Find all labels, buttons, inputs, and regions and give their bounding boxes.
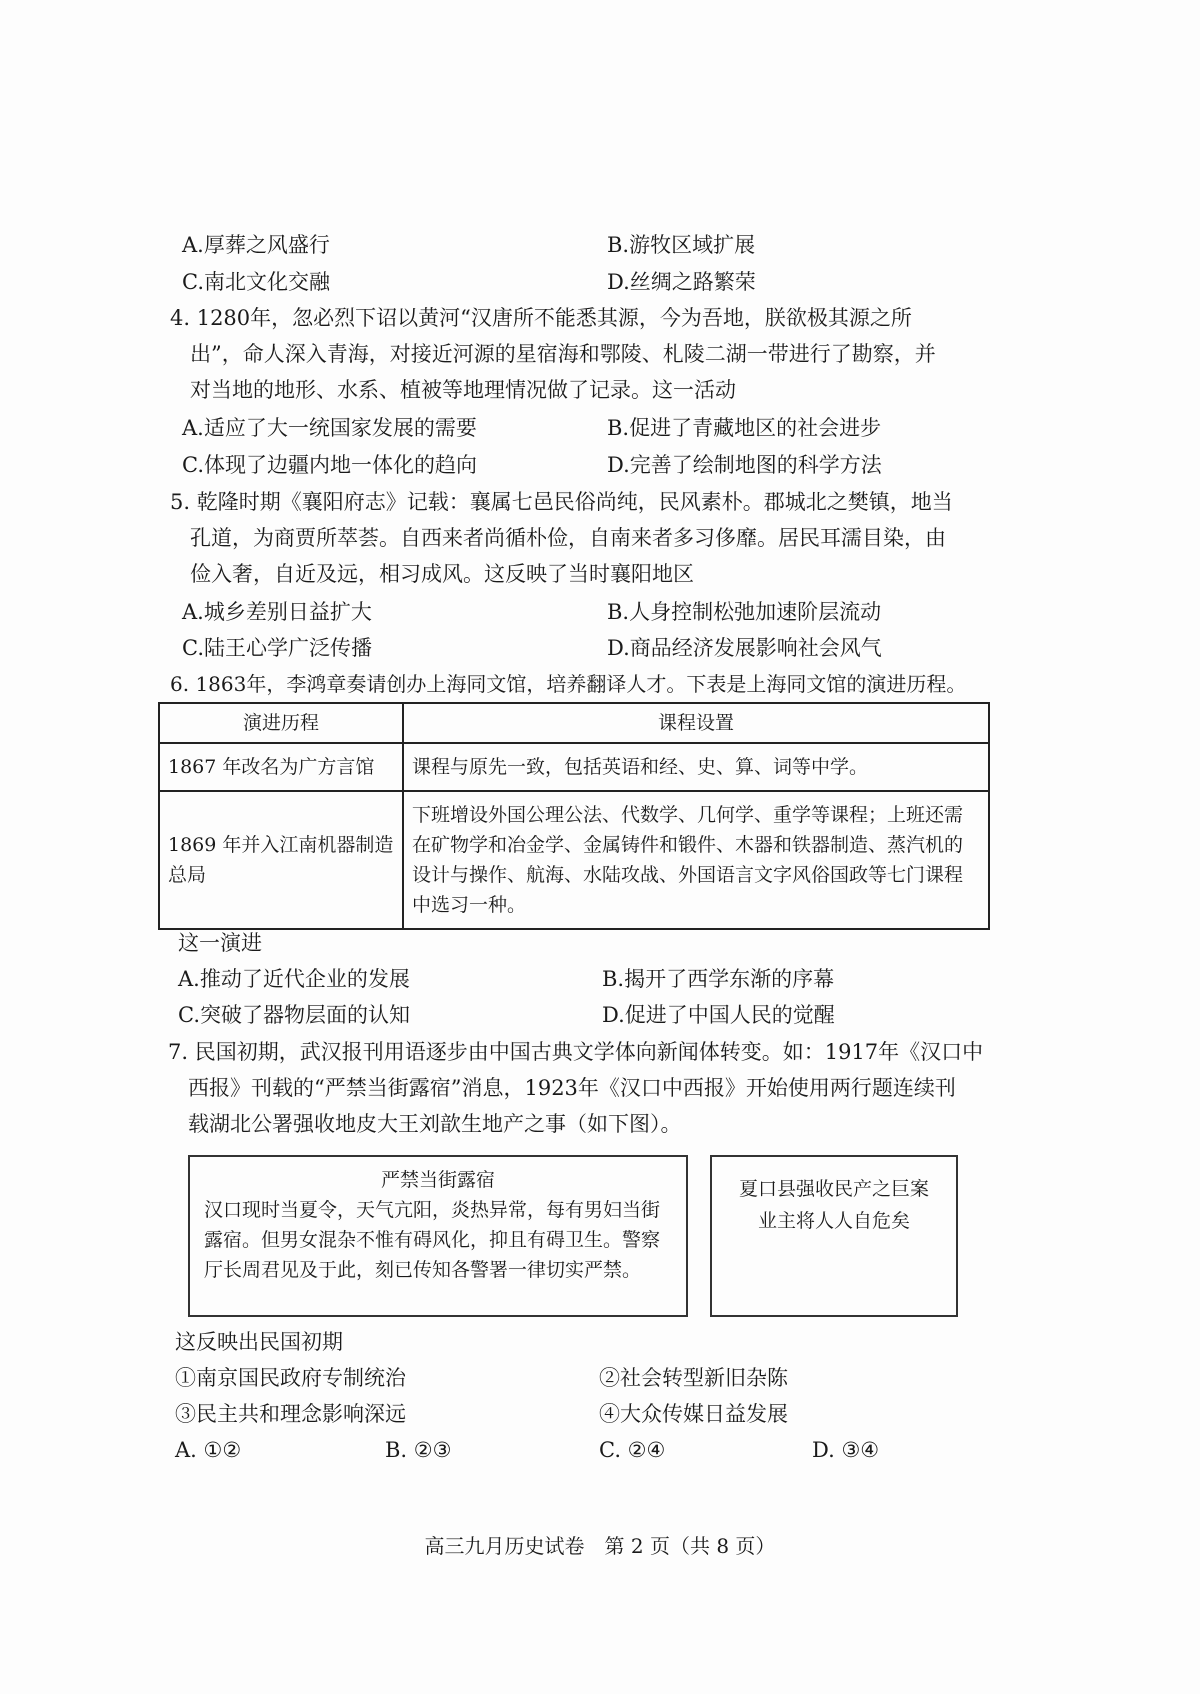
q7-option-c: C. ②④ [599,1438,666,1462]
news-clipping-body: 汉口现时当夏令，天气亢阳，炎热异常，每有男妇当街露宿。但男女混杂不惟有碍风化，抑且有碍卫生。警察厅长周君见及于此，刻已传知各警署一律切实严禁。 [204,1199,661,1281]
q3-option-d: D.丝绸之路繁荣 [607,270,756,294]
q3-option-a: A.厚葬之风盛行 [182,233,330,257]
q4-option-a: A.适应了大一统国家发展的需要 [182,416,477,440]
q7-option-b: B. ②③ [385,1438,452,1462]
table-cell-stage: 1869 年并入江南机器制造总局 [159,791,403,929]
news-clipping-1917 [188,1155,688,1317]
q7-item-1: ①南京国民政府专制统治 [175,1366,406,1390]
evolution-table [158,702,990,930]
q7-option-d: D. ③④ [812,1438,880,1462]
q7-option-a: A. ①② [175,1438,242,1462]
table-cell-stage: 1867 年改名为广方言馆 [159,743,403,791]
q4-option-b: B.促进了青藏地区的社会进步 [607,416,882,440]
q6-option-a: A.推动了近代企业的发展 [178,967,410,991]
table-header-courses: 课程设置 [403,703,989,743]
news-clipping-1923 [710,1155,958,1317]
q6-after: 这一演进 [178,931,262,955]
q5-option-b: B.人身控制松弛加速阶层流动 [607,600,882,624]
q6-option-b: B.揭开了西学东渐的序幕 [602,967,835,991]
q6-option-d: D.促进了中国人民的觉醒 [602,1003,835,1027]
page-footer: 高三九月历史试卷 第 2 页（共 8 页） [424,1534,776,1558]
q5-stem-line-2: 孔道，为商贾所萃荟。自西来者尚循朴俭，自南来者多习侈靡。居民耳濡目染，由 [190,526,946,550]
q5-option-d: D.商品经济发展影响社会风气 [607,636,882,660]
q5-stem-line-1: 5. 乾隆时期《襄阳府志》记载：襄属七邑民俗尚纯，民风素朴。郡城北之樊镇，地当 [170,490,953,514]
q7-stem-line-1: 7. 民国初期，武汉报刊用语逐步由中国古典文学体向新闻体转变。如：1917年《汉口中 [168,1040,984,1064]
table-header-stage: 演进历程 [159,703,403,743]
q7-item-4: ④大众传媒日益发展 [599,1402,788,1426]
news-clipping-title: 严禁当街露宿 [380,1169,495,1191]
q7-after: 这反映出民国初期 [175,1330,343,1354]
table-row [159,791,989,929]
q4-option-c: C.体现了边疆内地一体化的趋向 [182,453,477,477]
q6-stem: 6. 1863年，李鸿章奏请创办上海同文馆，培养翻译人才。下表是上海同文馆的演进历程。 [170,672,967,696]
q7-item-3: ③民主共和理念影响深远 [175,1402,406,1426]
q3-option-c: C.南北文化交融 [182,270,330,294]
q5-stem-line-3: 俭入奢，自近及远，相习成风。这反映了当时襄阳地区 [190,562,694,586]
q4-stem-line-3: 对当地的地形、水系、植被等地理情况做了记录。这一活动 [190,378,736,402]
q7-stem-line-3: 载湖北公署强收地皮大王刘歆生地产之事（如下图）。 [188,1112,682,1136]
news-headline-line-2: 业主将人人自危矣 [757,1210,910,1232]
q3-option-b: B.游牧区域扩展 [607,233,756,257]
q7-stem-line-2: 西报》刊载的“严禁当街露宿”消息，1923年《汉口中西报》开始使用两行题连续刊 [188,1076,956,1100]
q4-option-d: D.完善了绘制地图的科学方法 [607,453,882,477]
table-cell-courses: 下班增设外国公理公法、代数学、几何学、重学等课程；上班还需在矿物学和冶金学、金属铸件和锻件、木器和铁器制造、蒸汽机的设计与操作、航海、水陆攻战、外国语言文字风俗国政等七门课程中选习一种。 [403,791,989,929]
q5-option-a: A.城乡差别日益扩大 [182,600,372,624]
q4-stem-line-2: 出”，命人深入青海，对接近河源的星宿海和鄂陵、札陵二湖一带进行了勘察，并 [190,342,936,366]
q4-stem-line-1: 4. 1280年，忽必烈下诏以黄河“汉唐所不能悉其源，今为吾地，朕欲极其源之所 [170,306,912,330]
table-cell-courses: 课程与原先一致，包括英语和经、史、算、词等中学。 [403,743,989,791]
q7-item-2: ②社会转型新旧杂陈 [599,1366,788,1390]
q5-option-c: C.陆王心学广泛传播 [182,636,372,660]
q6-option-c: C.突破了器物层面的认知 [178,1003,410,1027]
table-header-row [159,703,989,743]
news-headline-line-1: 夏口县强收民产之巨案 [738,1178,929,1200]
table-row [159,743,989,791]
